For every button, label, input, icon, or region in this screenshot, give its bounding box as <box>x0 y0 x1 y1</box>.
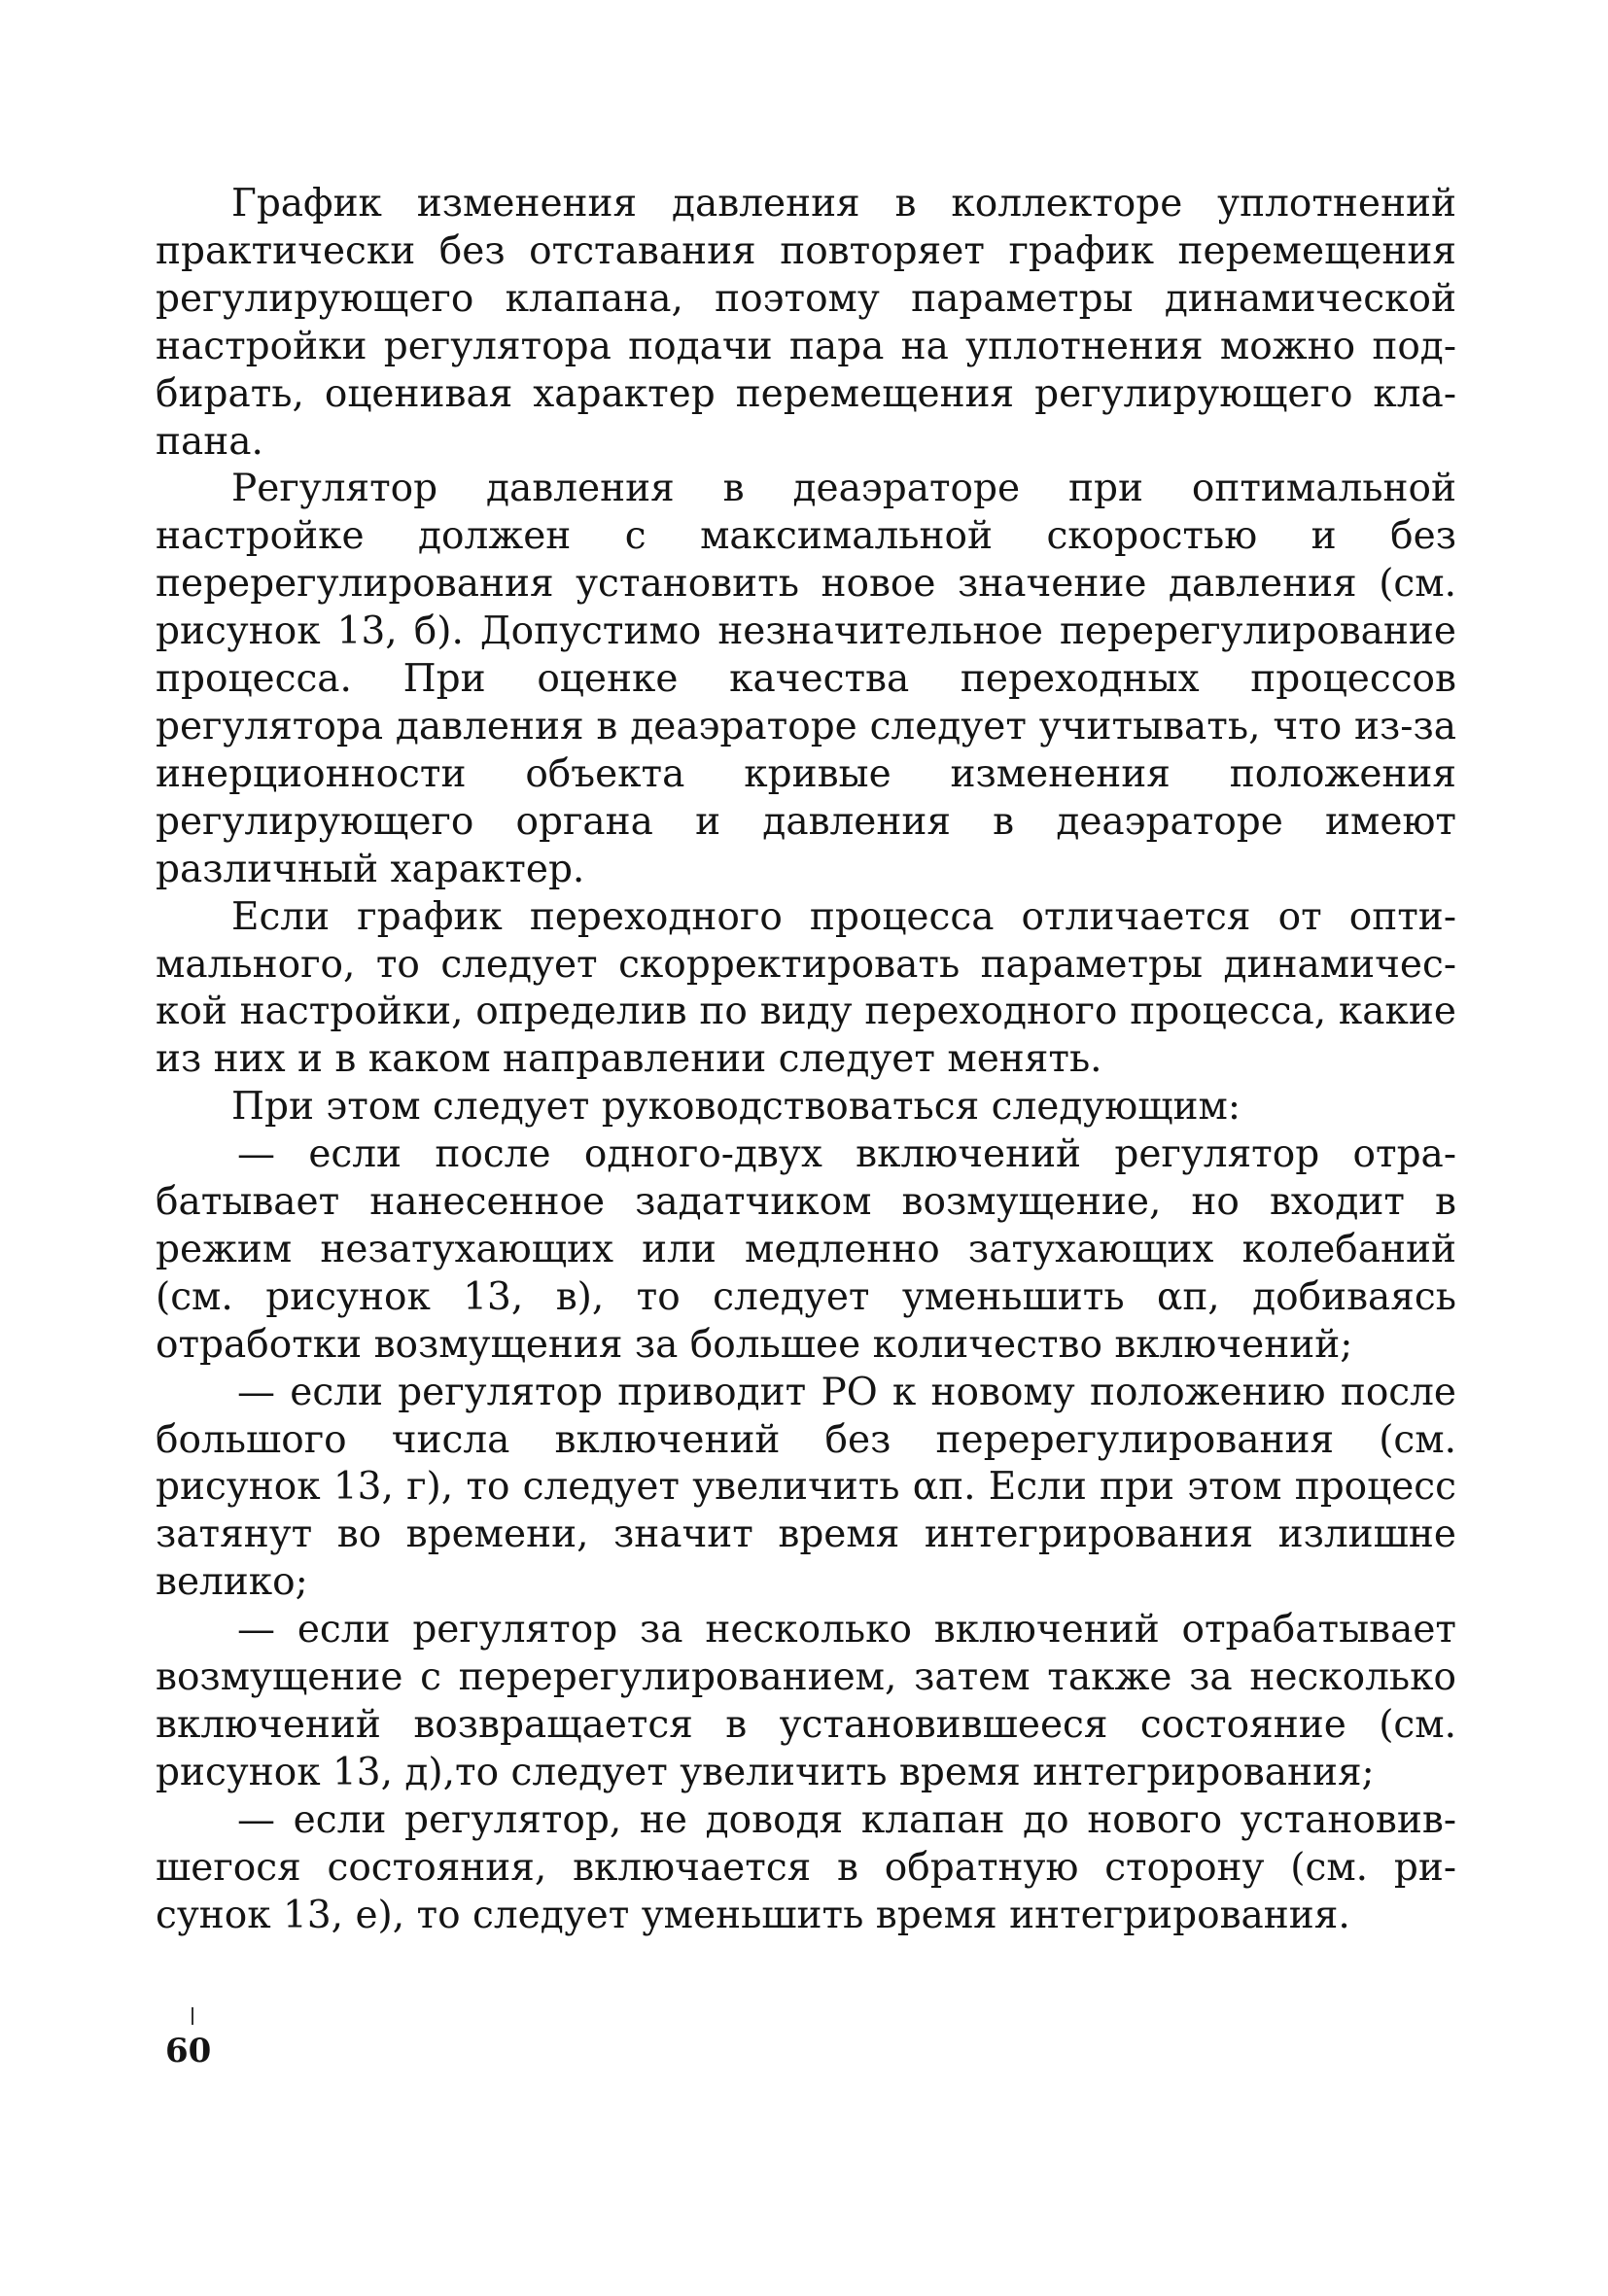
margin-mark <box>192 2007 193 2025</box>
list-item-overshoot-return: — если регулятор за несколько включений отрабатывает возмущение с перерегулированием, затем также за несколько включений возвращается в установившееся состояние (см. рисунок 13, д),то следует увеличить время интегрирования; <box>156 1608 1456 1794</box>
paragraph-deaerator-regulator: Регулятор давления в деаэраторе при оптимальной настройке должен с максимальной скоростью и без перерегулирования установить новое значение давления (см. рисунок 13, б). Допустимо незначительное перерегулирование процесса. При оценке качества переходных процессов регулятора давления в деаэраторе следует учитывать, что из-за инерционности объекта кривые изменения положения регулирующего органа и давления в деаэраторе имеют различный характер. <box>156 467 1456 891</box>
paragraph-correct-parameters: Если график переходного процесса отличается от оптимального, то следует скорректировать параметры динамической настройки, определив по виду переходного процесса, какие из них и в каком направлении следует менять. <box>156 894 1456 1082</box>
paragraph-pressure-graph: График изменения давления в коллекторе уплотнений практически без отставания повторяет график перемещения регулирующего клапана, поэтому параметры динамической настройки регулятора подачи пара на уплотнения можно подбирать, оценивая характер перемещения регулирующего клапана. <box>156 182 1456 464</box>
body-text <box>156 181 1456 1940</box>
paragraph-guidance-intro: При этом следует руководствоваться следующим: <box>231 1085 1241 1130</box>
list-item-reverse-switch: — если регулятор, не доводя клапан до нового установившегося состояния, включается в обратную сторону (см. рисунок 13, е), то следует уменьшить время интегрирования. <box>156 1797 1456 1937</box>
page-number: 60 <box>165 2032 212 2070</box>
list-item-oscillations: — если после одного-двух включений регулятор отрабатывает нанесенное задатчиком возмущение, но входит в режим незатухающих или медленно затухающих колебаний (см. рисунок 13, в), то следует уменьшить αп, добиваясь отработки возмущения за большее количество включений; <box>156 1132 1456 1367</box>
list-item-no-overshoot: — если регулятор приводит РО к новому положению после большого числа включений без перерегулирования (см. рисунок 13, г), то следует увеличить αп. Если при этом процесс затянут во времени, значит время интегрирования излишне велико; <box>156 1370 1456 1605</box>
